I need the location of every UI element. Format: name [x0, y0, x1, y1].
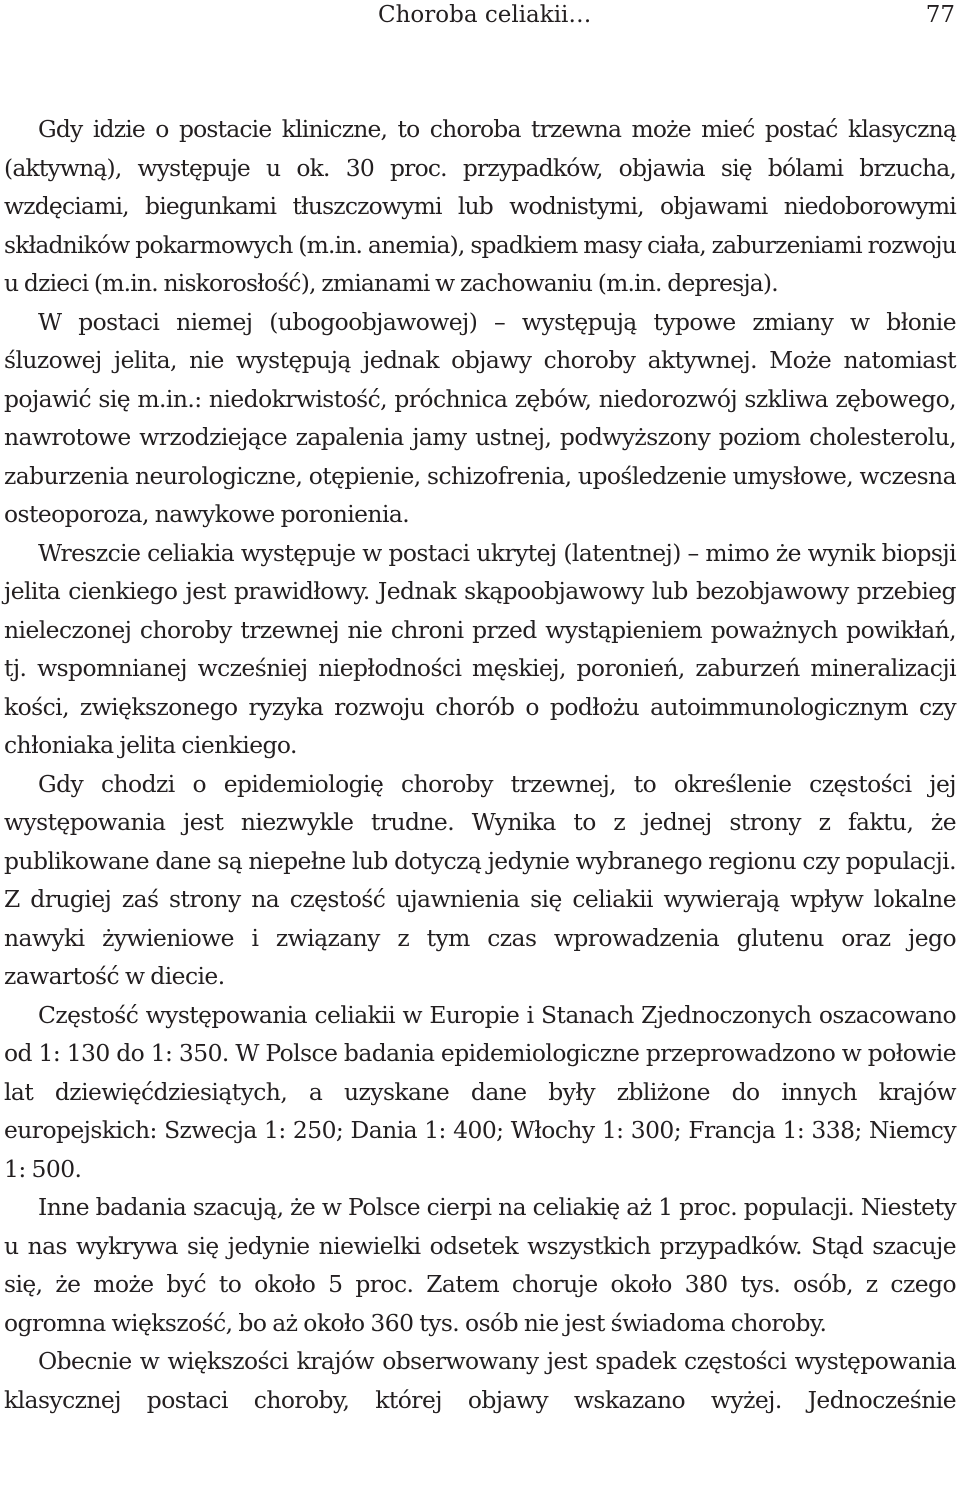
body-text — [4, 110, 956, 1419]
page-number: 77 — [925, 2, 955, 28]
paragraph-prevalence-poland: Inne badania szacują, że w Polsce cierpi na celiakię aż 1 proc. populacji. Niestety u nas wykrywa się jedynie niewielki odsetek wszystkich przypadków. Stąd szacuje się, że może być to około 5 proc. Zatem choruje około 380 tys. osób, z czego ogromna większość, bo aż około 360 tys. osób nie jest świadoma choroby. — [4, 1193, 956, 1337]
paragraph-latent-form: Wreszcie celiakia występuje w postaci ukrytej (latentnej) – mimo że wynik biopsji jelita cienkiego jest prawidłowy. Jednak skąpoobjawowy lub bezobjawowy przebieg nieleczonej choroby trzewnej nie chroni przed wystąpieniem poważnych powikłań, tj. wspomnianej wcześniej niepłodności męskiej, poronień, zaburzeń mineralizacji kości, zwiększonego ryzyka rozwoju chorób o podłożu autoimmunologicznym czy chłoniaka jelita cienkiego. — [4, 538, 956, 759]
paragraph-current-trend: Obecnie w większości krajów obserwowany jest spadek częstości występowania klasycznej postaci choroby, której objawy wskazano wyżej. Jednocześnie — [4, 1347, 956, 1414]
running-head — [0, 0, 960, 40]
running-title: Choroba celiakii… — [378, 2, 592, 28]
paragraph-silent-form: W postaci niemej (ubogoobjawowej) – występują typowe zmiany w błonie śluzowej jelita, nie występują jednak objawy choroby aktywnej. Może natomiast pojawić się m.in.: niedokrwistość, próchnica zębów, niedorozwój szkliwa zębowego, nawrotowe wrzodziejące zapalenia jamy ustnej, podwyższony poziom cholesterolu, zaburzenia neurologiczne, otępienie, schizofrenia, upośledzenie umysłowe, wczesna osteoporoza, nawykowe poronienia. — [4, 307, 956, 528]
paragraph-clinical-forms: Gdy idzie o postacie kliniczne, to choroba trzewna może mieć postać klasyczną (aktywną), występuje u ok. 30 proc. przypadków, objawia się bólami brzucha, wzdęciami, biegunkami tłuszczowymi lub wodnistymi, objawami niedoborowymi składników pokarmowych (m.in. anemia), spadkiem masy ciała, zaburzeniami rozwoju u dzieci (m.in. niskorosłość), zmianami w zachowaniu (m.in. depresja). — [4, 115, 956, 297]
paragraph-prevalence-europe: Częstość występowania celiakii w Europie i Stanach Zjednoczonych oszacowano od 1: 130 do 1: 350. W Polsce badania epidemiologiczne przeprowadzono w połowie lat dziewięćdziesiątych, a uzyskane dane były zbliżone do innych krajów europejskich: Szwecja 1: 250; Dania 1: 400; Włochy 1: 300; Francja 1: 338; Niemcy 1: 500. — [4, 1000, 956, 1183]
paragraph-epidemiology: Gdy chodzi o epidemiologię choroby trzewnej, to określenie częstości jej występowania jest niezwykle trudne. Wynika to z jednej strony z faktu, że publikowane dane są niepełne lub dotyczą jedynie wybranego regionu czy populacji. Z drugiej zaś strony na częstość ujawnienia się celiakii wywierają wpływ lokalne nawyki żywieniowe i związany z tym czas wprowadzenia glutenu oraz jego zawartość w diecie. — [4, 769, 956, 990]
